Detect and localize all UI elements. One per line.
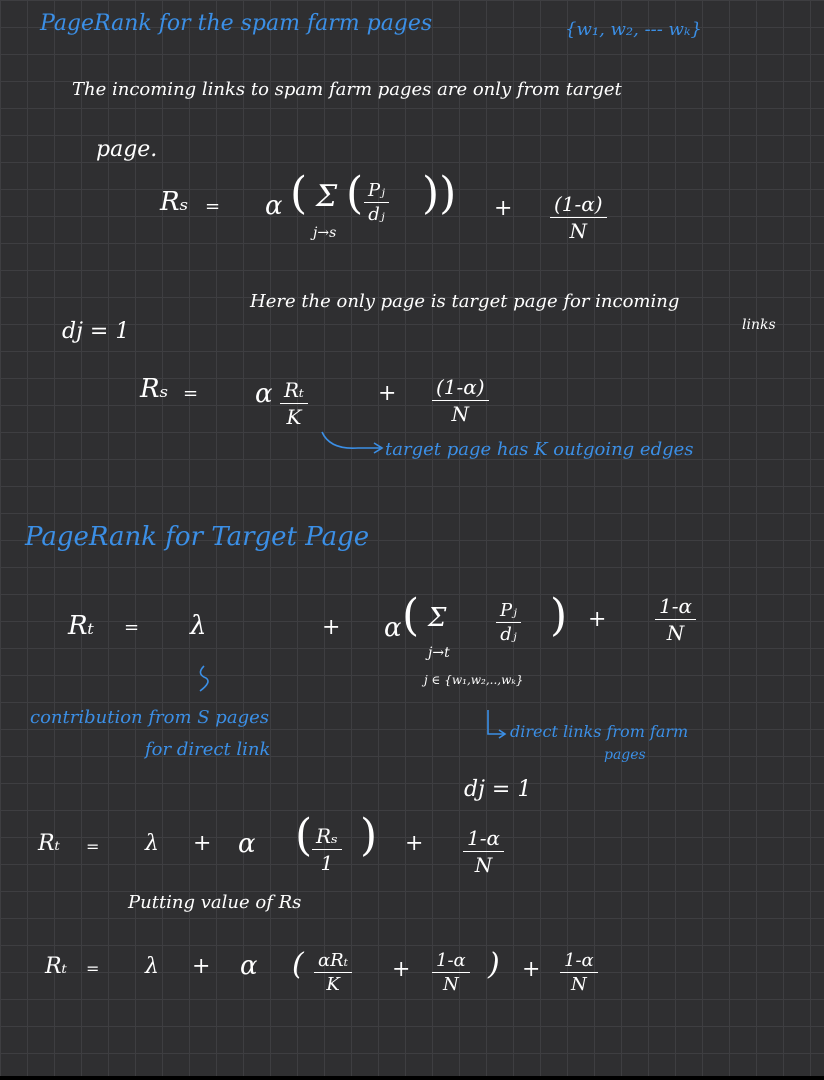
eq5-inner-damping [432,950,470,995]
eq3-fraction [496,600,521,645]
eq3-equals: = [124,617,140,638]
eq5-inner-plus: + [392,957,411,982]
eq3-sigma-sub: j→t [428,645,450,661]
eq5-open-paren: ( [292,947,304,982]
eq5-inner-num: αRₜ [314,950,352,973]
eq5-inner-damp-num: 1-α [432,950,470,973]
squiggle-arrow-icon [192,664,214,694]
eq5-alpha: α [240,951,258,981]
eq5-equals: = [86,959,100,978]
eq4-equals: = [86,837,100,856]
eq2-damping [432,375,489,426]
eq4-lhs: Rₜ [38,831,60,856]
eq2-damp-den: N [451,402,470,426]
eq3-lambda: λ [190,611,207,641]
eq2-damp-num: (1-α) [432,375,489,401]
eq2-frac-num: Rₜ [280,378,308,404]
eq2-alpha: α [255,379,273,409]
eq3-damp-num: 1-α [655,594,696,620]
eq1-lhs: Rₛ [160,187,189,217]
note1-line2: links [742,317,776,333]
eq5-lhs: Rₜ [45,954,67,979]
eq1-equals: = [205,196,221,217]
eq3-frac-den: dⱼ [500,624,517,645]
corner-arrow-icon [484,708,510,740]
bottom-edge [0,1076,824,1080]
eq4-frac-num: Rₛ [312,824,342,850]
eq4-frac-den: 1 [320,851,334,875]
note3-line2: for direct link [145,739,271,760]
eq3-frac-num: Pⱼ [496,600,521,623]
eq2-plus: + [378,381,397,406]
eq4-alpha: α [238,829,256,859]
eq1-alpha: α [265,191,283,221]
eq3-plus2: + [588,607,607,632]
eq4-fraction [312,824,342,875]
eq3-damping [655,594,696,645]
eq5-damp-num: 1-α [560,950,598,973]
note4-line1: direct links from farm [510,722,689,741]
eq3-lhs: Rₜ [68,611,94,641]
eq4-damp-den: N [474,853,493,877]
eq2-fraction [280,378,308,429]
eq2-equals: = [183,383,199,404]
eq5-inner-damp-den: N [442,974,459,995]
eq3-plus: + [322,615,341,640]
eq3-damp-den: N [666,621,685,645]
eq4-damp-num: 1-α [463,826,504,852]
eq3-sigma: Σ [428,603,447,633]
note3-line1: contribution from S pages [30,707,269,728]
eq1-sigma: Σ [316,179,338,214]
eq1-frac-num: Pⱼ [364,180,389,203]
eq2-lhs: Rₛ [140,374,169,404]
note1-line1: Here the only page is target page for incoming [250,291,680,312]
dj-equals-one-2: dj = 1 [464,777,532,802]
eq5-inner-den: K [326,974,340,995]
eq2-frac-den: K [286,405,302,429]
eq3-set: j ∈ {w₁,w₂,..,wₖ} [424,673,524,687]
eq1-sigma-sub: j→s [313,225,337,241]
eq1-damp-den: N [569,219,588,243]
eq1-fraction [364,180,389,225]
dj-equals-one-1: dj = 1 [62,319,130,344]
eq5-damp-den: N [570,974,587,995]
section1-desc-line1: The incoming links to spam farm pages are only from target [72,79,622,100]
eq5-damping [560,950,598,995]
arrow-icon [318,428,388,456]
section2-title: PageRank for Target Page [25,522,370,552]
section1-title: PageRank for the spam farm pages [40,11,433,36]
eq1-damp-num: (1-α) [550,192,607,218]
eq5-lambda: λ [145,954,159,979]
eq3-alpha: α [384,613,402,643]
putting-value-text: Putting value of Rs [128,892,302,913]
spam-farm-set: {w₁, w₂, --- wₖ} [565,19,702,40]
eq5-plus2: + [522,957,541,982]
note2-text: target page has K outgoing edges [385,439,694,460]
note4-line2: pages [604,747,646,763]
eq5-plus: + [192,954,211,979]
eq5-close-paren: ) [488,947,500,982]
section1-desc-line2: page. [96,137,158,162]
eq4-lambda: λ [145,831,159,856]
eq4-plus: + [193,831,212,856]
eq1-frac-den: dⱼ [368,204,385,225]
eq5-inner-fraction [314,950,352,995]
eq1-plus: + [494,196,513,221]
eq1-damping [550,192,607,243]
eq4-damping [463,826,504,877]
eq4-plus2: + [405,831,424,856]
